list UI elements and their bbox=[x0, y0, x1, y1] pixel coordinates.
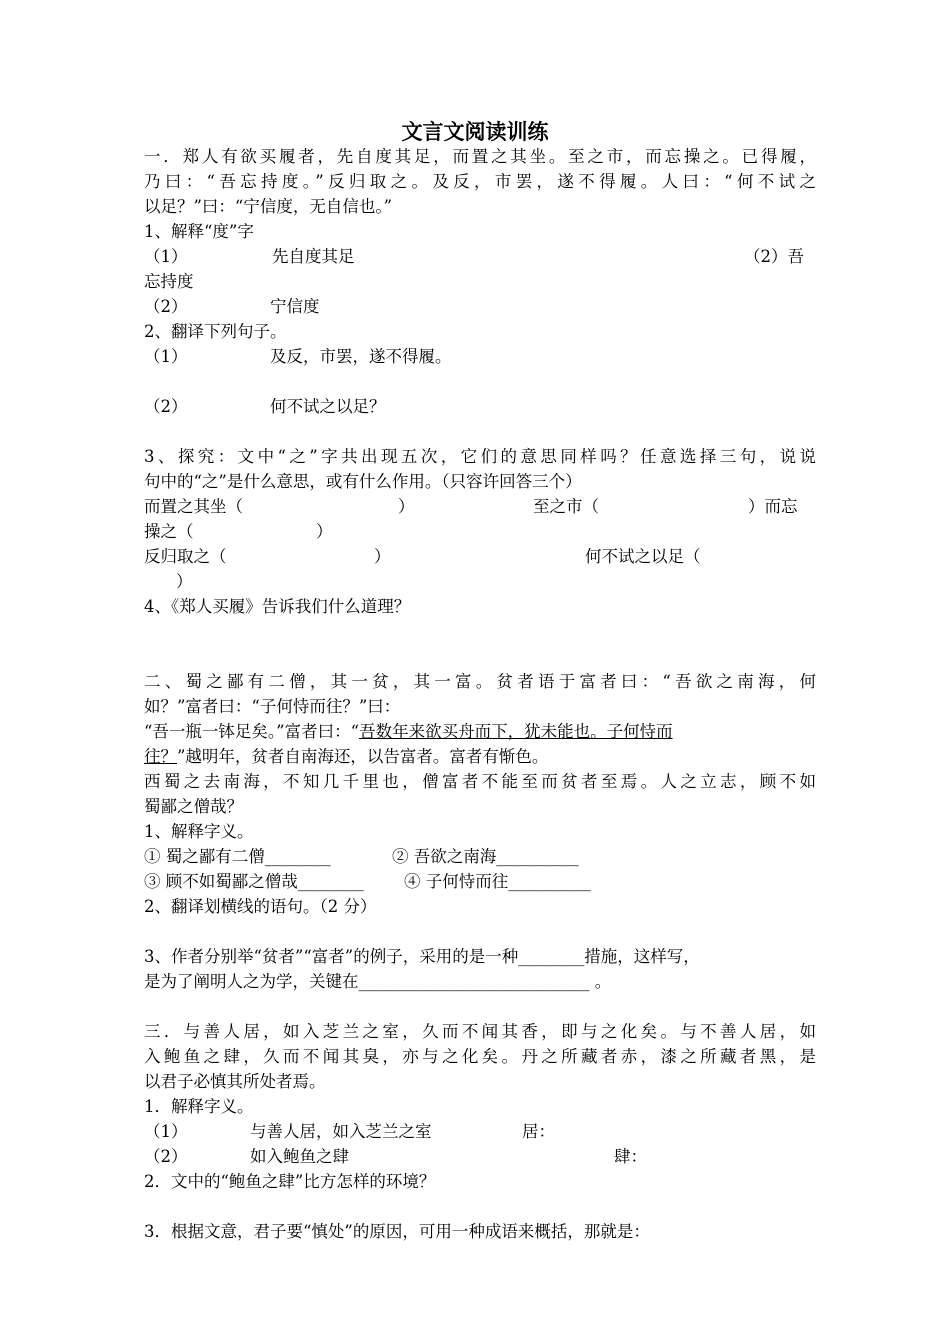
s3-question-1-item-2-word: 肆： bbox=[614, 1147, 647, 1166]
question-3-option-a: 而置之其坐（ bbox=[144, 497, 243, 516]
s2-question-1-item-1: ① 蜀之鄙有二僧________ bbox=[144, 847, 331, 866]
question-3-option-b-close: ）而忘 bbox=[748, 497, 798, 516]
s3-question-3-heading: 3．根据文意，君子要“慎处”的原因，可用一种成语来概括，那就是： bbox=[144, 1222, 650, 1241]
passage-1-line-2: 乃曰：“吾忘持度。”反归取之。及反，市罢，遂不得履。人曰：“何不试之 bbox=[144, 172, 816, 191]
s2-question-1-item-3: ③ 顾不如蜀鄙之僧哉________ bbox=[144, 872, 364, 891]
s2-question-1-item-2: ② 吾欲之南海__________ bbox=[392, 847, 579, 866]
question-2-item-1-number: （1） bbox=[144, 347, 188, 366]
question-3-option-e: 何不试之以足（ bbox=[585, 547, 701, 566]
passage-2-line-3-plain: “吾一瓶一钵足矣。”富者曰：“ bbox=[144, 722, 360, 741]
passage-3-line-1: 三．与善人居，如入芝兰之室，久而不闻其香，即与之化矣。与不善人居，如 bbox=[144, 1022, 816, 1041]
question-3-option-e-close: ） bbox=[176, 572, 193, 591]
passage-2-line-3 bbox=[144, 720, 816, 744]
question-3-option-d: 反归取之（ bbox=[144, 547, 227, 566]
passage-2-line-1: 二、蜀之鄙有二僧，其一贫，其一富。贫者语于富者曰：“吾欲之南海，何 bbox=[144, 672, 816, 691]
passage-2-line-2: 如？”富者曰：“子何恃而往？”曰： bbox=[144, 697, 401, 716]
s2-question-3-line-2: 是为了阐明人之为学，关键在____________________________ 。 bbox=[144, 972, 612, 991]
question-1-item-1-number: （1） bbox=[144, 247, 188, 266]
question-3-option-c-close: ） bbox=[316, 522, 333, 541]
s3-question-2-heading: 2．文中的“鲍鱼之肆”比方怎样的环境？ bbox=[144, 1172, 436, 1191]
passage-1-line-1: 一．郑人有欲买履者，先自度其足，而置之其坐。至之市，而忘操之。已得履， bbox=[144, 147, 816, 166]
passage-2-line-4-underlined: 往？ bbox=[144, 747, 177, 766]
s3-question-1-item-2-text: 如入鲍鱼之肆 bbox=[250, 1147, 349, 1166]
s2-question-3-line-1: 3、作者分别举“贫者”“富者”的例子，采用的是一种________措施，这样写， bbox=[144, 947, 700, 966]
question-1-item-2-number: （2）吾 bbox=[744, 247, 804, 266]
passage-2-line-4-plain: ”越明年，贫者自南海还，以告富者。富者有惭色。 bbox=[177, 747, 549, 766]
passage-1-line-3: 以足？”曰：“宁信度，无自信也。” bbox=[144, 197, 393, 216]
question-1-item-3-number: （2） bbox=[144, 297, 188, 316]
s3-question-1-item-1-number: （1） bbox=[144, 1122, 188, 1141]
s3-question-1-item-1-word: 居： bbox=[522, 1122, 555, 1141]
question-3-option-b: 至之市（ bbox=[533, 497, 599, 516]
passage-2-line-5: 西蜀之去南海，不知几千里也，僧富者不能至而贫者至焉。人之立志，顾不如 bbox=[144, 772, 816, 791]
question-3-line-2: 句中的“之”是什么意思，或有什么作用。（只容许回答三个） bbox=[144, 472, 582, 491]
question-1-item-2-text: 忘持度 bbox=[144, 272, 194, 291]
passage-2-line-6: 蜀鄙之僧哉？ bbox=[144, 797, 243, 816]
question-3-option-d-close: ） bbox=[374, 547, 391, 566]
passage-2-line-3-underlined: 吾数年来欲买舟而下，犹未能也。子何恃而 bbox=[359, 722, 673, 741]
question-1-heading: 1、解释“度”字 bbox=[144, 222, 254, 241]
s2-question-1-heading: 1、解释字义。 bbox=[144, 822, 254, 841]
passage-2-line-4 bbox=[144, 745, 816, 769]
question-3-option-c: 操之（ bbox=[144, 522, 194, 541]
s3-question-1-item-2-number: （2） bbox=[144, 1147, 188, 1166]
question-3-option-a-close: ） bbox=[398, 497, 415, 516]
question-3-line-1: 3、探究：文中“之”字共出现五次，它们的意思同样吗？任意选择三句，说说 bbox=[144, 447, 816, 466]
s2-question-1-item-4: ④ 子何恃而往__________ bbox=[404, 872, 591, 891]
question-1-item-3-text: 宁信度 bbox=[270, 297, 320, 316]
s3-question-1-heading: 1．解释字义。 bbox=[144, 1097, 254, 1116]
question-2-item-2-text: 何不试之以足？ bbox=[270, 397, 386, 416]
passage-3-line-3: 以君子必慎其所处者焉。 bbox=[144, 1072, 326, 1091]
page-title: 文言文阅读训练 bbox=[401, 119, 549, 144]
question-4-heading: 4、《郑人买履》告诉我们什么道理？ bbox=[144, 597, 411, 616]
passage-3-line-2: 入鲍鱼之肆，久而不闻其臭，亦与之化矣。丹之所藏者赤，漆之所藏者黑，是 bbox=[144, 1047, 816, 1066]
question-2-item-1-text: 及反，市罢，遂不得履。 bbox=[270, 347, 452, 366]
question-2-heading: 2、翻译下列句子。 bbox=[144, 322, 287, 341]
question-2-item-2-number: （2） bbox=[144, 397, 188, 416]
s3-question-1-item-1-text: 与善人居，如入芝兰之室 bbox=[250, 1122, 432, 1141]
s2-question-2-heading: 2、翻译划横线的语句。（2 分） bbox=[144, 897, 377, 916]
question-1-item-1-text: 先自度其足 bbox=[272, 247, 355, 266]
